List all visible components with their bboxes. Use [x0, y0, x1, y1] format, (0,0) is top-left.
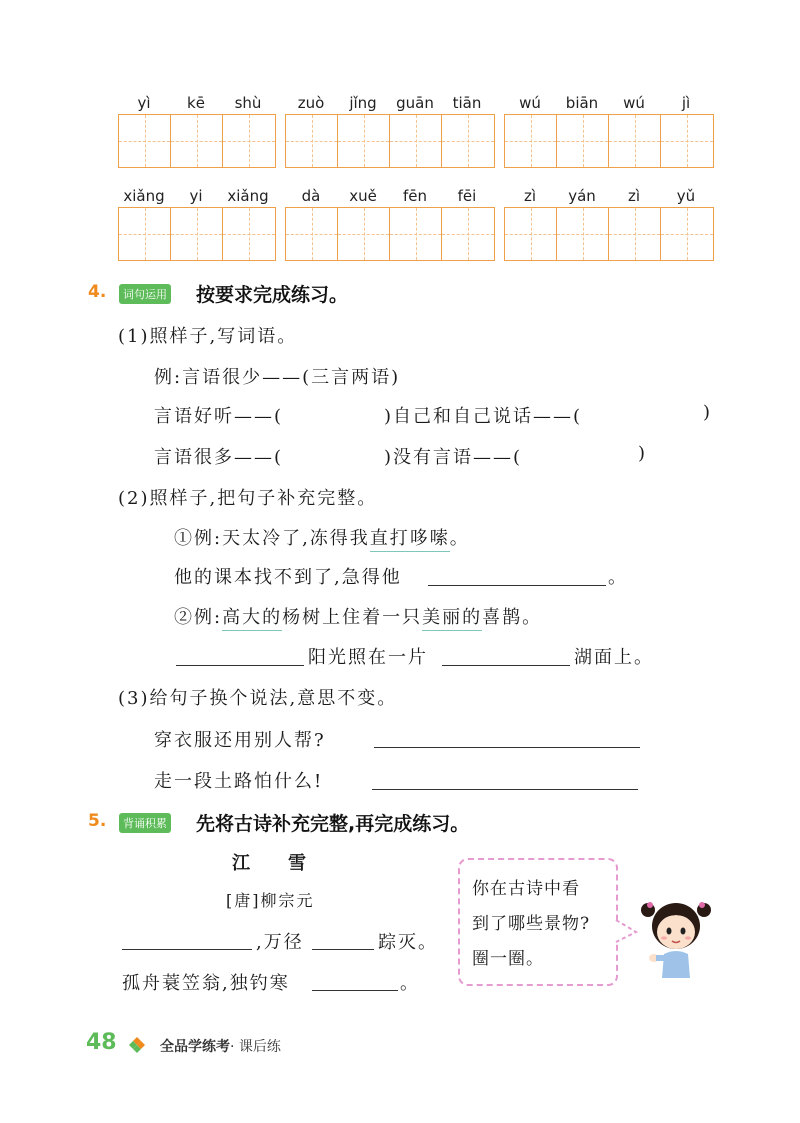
pinyin: xiǎng [123, 187, 165, 205]
pinyin: guān [396, 94, 434, 112]
page-number: 48 [86, 1030, 117, 1055]
example-text: 例:言语很少——(三言两语) [154, 367, 401, 388]
pinyin: zuò [297, 94, 325, 112]
pinyin: yán [568, 187, 596, 205]
diamond-logo-icon [128, 1036, 146, 1054]
pinyin: xiǎng [227, 187, 269, 205]
pinyin: fēi [457, 187, 477, 205]
prompt-text: 言语很多——( [154, 447, 284, 468]
question-title: 先将古诗补充完整,再完成练习。 [196, 813, 470, 835]
bubble-tail-icon [614, 918, 640, 946]
answer-blank[interactable] [312, 990, 398, 991]
answer-blank[interactable] [428, 585, 606, 586]
answer-blank[interactable] [312, 949, 374, 950]
prompt-text: ) [703, 402, 713, 423]
subquestion-title: (1)照样子,写词语。 [118, 326, 298, 347]
pinyin: wú [623, 94, 645, 112]
poem-author: [唐]柳宗元 [226, 891, 315, 910]
answer-blank[interactable] [122, 949, 252, 950]
prompt-text: 言语好听——( [154, 406, 284, 427]
question-title: 按要求完成练习。 [196, 284, 349, 306]
poem-line: 。 [400, 973, 420, 994]
prompt-text: 阳光照在一片 [308, 647, 428, 668]
writing-grid[interactable] [118, 114, 276, 168]
underlined-phrase: 高大的 [222, 607, 282, 631]
poem-line: 孤舟蓑笠翁,独钓寒 [122, 973, 290, 994]
prompt-text: 走一段土路怕什么! [154, 771, 324, 792]
prompt-text: 湖面上。 [574, 647, 654, 668]
writing-grid[interactable] [504, 207, 714, 261]
example-text: 。 [449, 528, 470, 549]
example-text: 杨树上住着一只 [282, 607, 423, 628]
writing-grid[interactable] [504, 114, 714, 168]
pinyin: yì [137, 94, 151, 112]
pinyin: yi [189, 187, 203, 205]
example-text: ②例: [174, 607, 223, 628]
pinyin: shù [234, 94, 262, 112]
writing-grid[interactable] [285, 207, 495, 261]
answer-blank[interactable] [372, 789, 638, 790]
pinyin: zì [627, 187, 641, 205]
pinyin: wú [519, 94, 541, 112]
writing-grid[interactable] [285, 114, 495, 168]
subquestion-title: (2)照样子,把句子补充完整。 [118, 488, 378, 509]
example-sentence [174, 524, 470, 550]
question-number: 5. [88, 811, 107, 831]
bubble-text: 圈一圈。 [472, 949, 544, 969]
example-sentence [174, 603, 542, 629]
prompt-text: )没有言语——( [384, 447, 523, 468]
pinyin: kē [187, 94, 205, 112]
underlined-phrase: 直打哆嗦 [370, 528, 450, 552]
prompt-text: 穿衣服还用别人帮? [154, 730, 326, 751]
question-number: 4. [88, 282, 107, 302]
poem-line: ,万径 [256, 932, 304, 953]
pinyin: jì [681, 94, 691, 112]
prompt-text: 他的课本找不到了,急得他 [174, 567, 402, 588]
pinyin: tiān [452, 94, 482, 112]
pinyin: dà [301, 187, 321, 205]
pinyin: fēn [402, 187, 428, 205]
underlined-phrase: 美丽的 [422, 607, 482, 631]
answer-blank[interactable] [374, 747, 640, 748]
example-text: ①例:天太冷了,冻得我 [174, 528, 370, 549]
pinyin: yǔ [676, 187, 696, 205]
bubble-text: 到了哪些景物? [472, 914, 591, 934]
subquestion-title: (3)给句子换个说法,意思不变。 [118, 688, 398, 709]
question-tag: 词句运用 [119, 284, 171, 304]
book-title-main: 全品学练考 [160, 1039, 230, 1055]
prompt-text: 。 [608, 567, 628, 588]
prompt-text: ) [638, 443, 648, 464]
answer-blank[interactable] [176, 665, 304, 666]
poem-line: 踪灭。 [378, 932, 438, 953]
pinyin: zì [523, 187, 537, 205]
pinyin: biān [565, 94, 599, 112]
prompt-text: )自己和自己说话——( [384, 406, 583, 427]
book-title-sub: · 课后练 [230, 1039, 281, 1055]
writing-grid[interactable] [118, 207, 276, 261]
bubble-text: 你在古诗中看 [472, 879, 580, 899]
poem-title: 江 雪 [232, 853, 316, 874]
question-tag: 背诵积累 [119, 813, 171, 833]
pinyin: xuě [349, 187, 377, 205]
answer-blank[interactable] [442, 665, 570, 666]
girl-illustration [640, 896, 712, 978]
pinyin: jǐng [349, 94, 377, 112]
example-text: 喜鹊。 [482, 607, 543, 628]
book-title [160, 1036, 281, 1056]
